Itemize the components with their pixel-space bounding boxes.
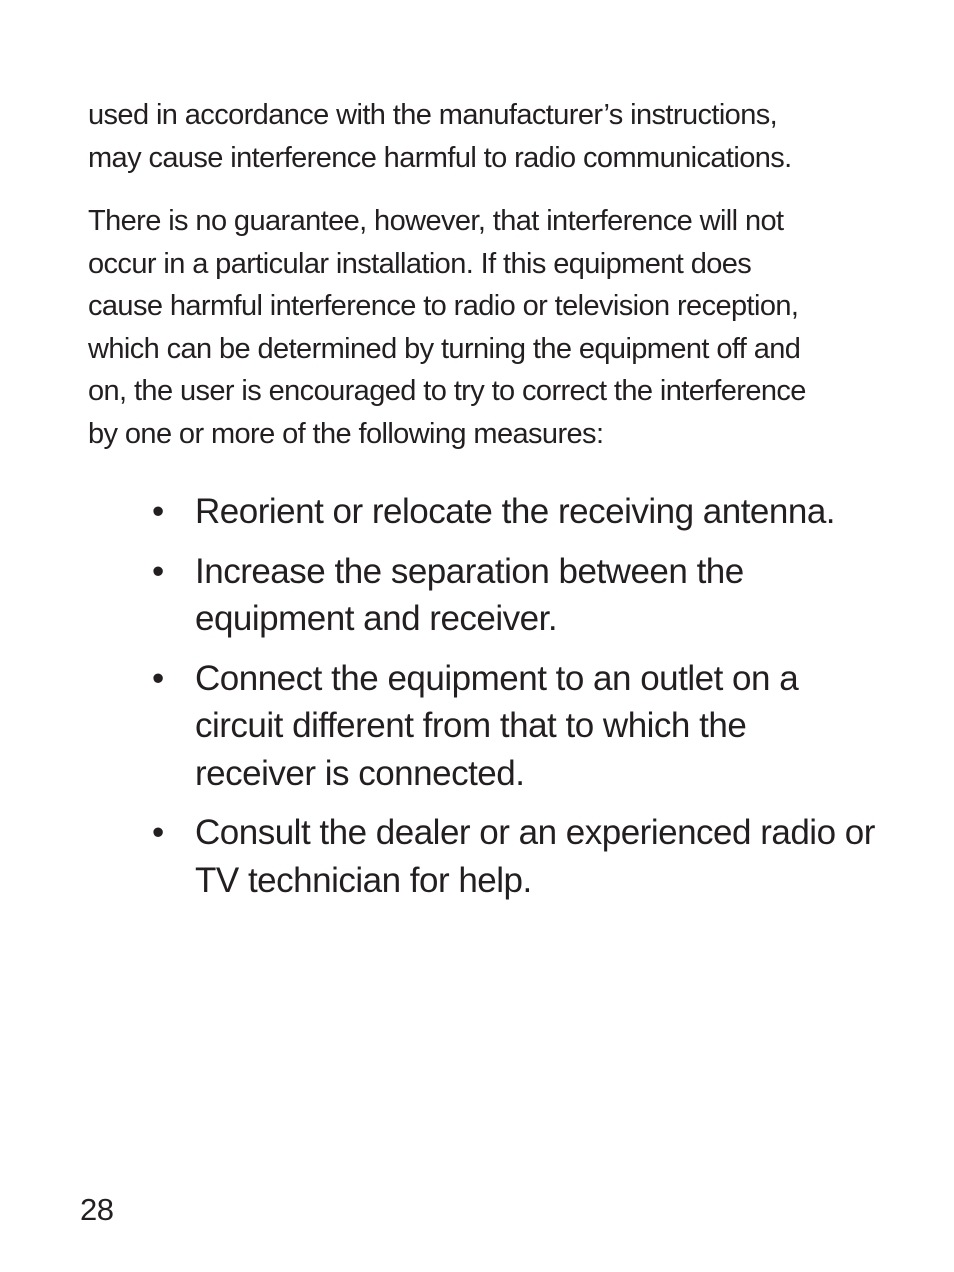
list-item-text: equipment and receiver. (195, 599, 558, 638)
text-line: cause harmful interference to radio or television reception, (88, 290, 799, 322)
list-item (150, 488, 910, 536)
list-item-text: TV technician for help. (195, 860, 532, 900)
list-item (150, 809, 910, 904)
text-line: There is no guarantee, however, that interference will not (88, 205, 784, 237)
bullet-icon: • (152, 492, 164, 531)
list-item-text: Connect the equipment to an outlet on a (195, 658, 799, 698)
paragraph-interference-intro (88, 94, 888, 179)
page-number: 28 (80, 1192, 114, 1227)
paragraph-no-guarantee (88, 200, 888, 455)
text-line: used in accordance with the manufacturer’s instructions, (88, 99, 778, 131)
bullet-icon: • (152, 813, 164, 852)
list-item-text: Consult the dealer or an experienced radio or (195, 813, 875, 852)
list-item-text: Increase the separation between the (195, 551, 744, 591)
measures-list (150, 488, 910, 916)
text-line: by one or more of the following measures: (88, 417, 604, 450)
bullet-icon: • (152, 658, 164, 698)
list-item-text: Reorient or relocate the receiving antenna. (195, 492, 836, 531)
bullet-icon: • (152, 551, 164, 591)
text-line: occur in a particular installation. If this equipment does (88, 247, 752, 280)
list-item-text: receiver is connected. (195, 753, 525, 793)
list-item (150, 548, 910, 643)
text-line: may cause interference harmful to radio communications. (88, 141, 792, 174)
text-line: which can be determined by turning the equipment off and (88, 332, 801, 365)
list-item-text: circuit different from that to which the (195, 706, 747, 745)
text-line: on, the user is encouraged to try to correct the interference (88, 375, 806, 407)
list-item (150, 655, 910, 798)
